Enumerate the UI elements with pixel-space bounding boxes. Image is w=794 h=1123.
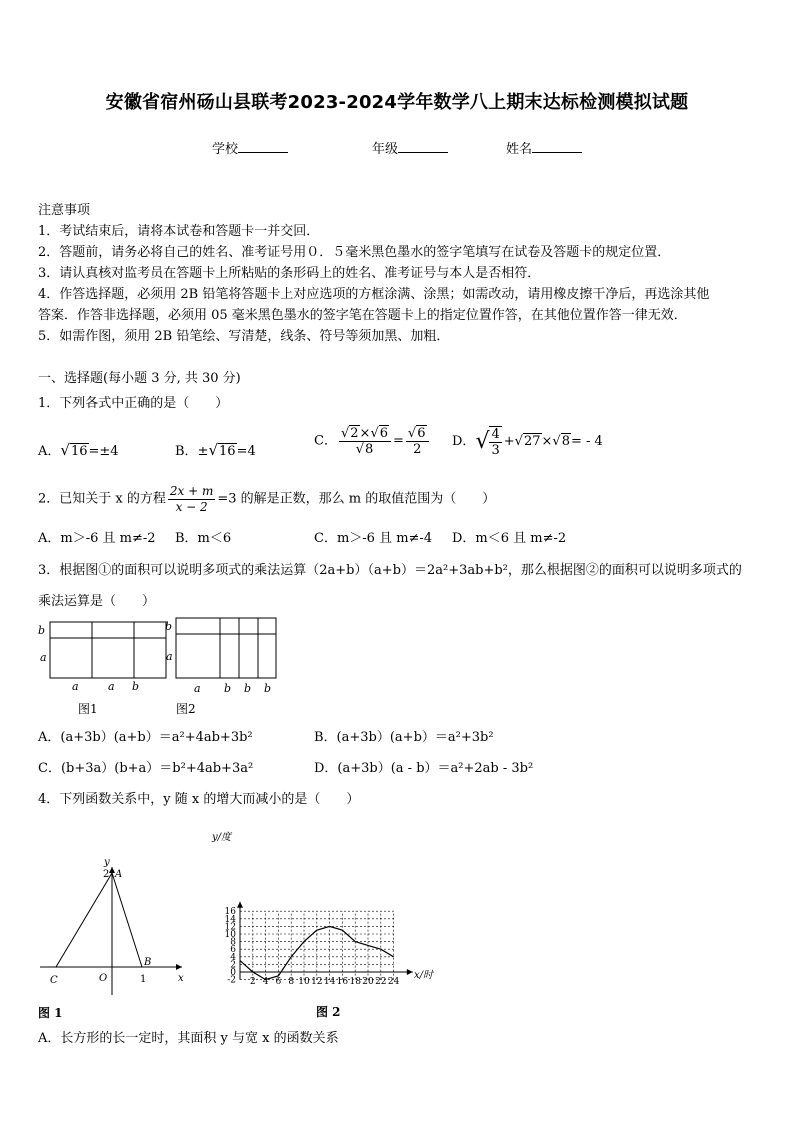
fig1-caption: 图1 xyxy=(78,702,98,716)
grade-label: 年级 xyxy=(372,142,399,157)
q1-option-a: A．√16=±4 xyxy=(38,441,119,459)
fig1-bottom-label: a xyxy=(72,680,79,693)
fig2-bottom-label: b xyxy=(224,682,232,695)
fig2-outer-rect xyxy=(176,618,276,678)
x-tick-label: 6 xyxy=(275,977,282,987)
q2-fraction: $\frac{2x + m}{x - 2}$ xyxy=(169,484,214,514)
y-tick-label: 16 xyxy=(224,907,236,918)
x-tick-label: 24 xyxy=(387,977,400,987)
fig1-point-c: C xyxy=(50,975,58,986)
school-blank xyxy=(238,140,288,153)
fig1-tick-1: 1 xyxy=(140,974,147,985)
q1-c-fraction: $\frac{√2\times√6}{√8}$ xyxy=(339,426,391,457)
q2-option-d: D．m＜6 且 m≠-2 xyxy=(452,531,567,546)
fig1-triangle xyxy=(56,873,142,967)
name-blank xyxy=(532,140,582,153)
page-title: 安徽省宿州砀山县联考2023-2024学年数学八上期末达标检测模拟试题 xyxy=(105,92,689,113)
y-tick-label: -2 xyxy=(227,975,236,986)
q2-option-c: C．m＞-6 且 m≠-4 xyxy=(314,531,433,546)
x-tick-label: 16 xyxy=(336,977,349,987)
fig1-y-label: y xyxy=(104,857,110,868)
x-tick-label: 14 xyxy=(323,977,336,987)
q4-fig1-graph xyxy=(36,855,196,1025)
fig1-point-b: B xyxy=(144,957,152,968)
x-tick-label: 22 xyxy=(375,977,387,987)
y-axis-arrow-icon xyxy=(237,902,243,908)
x-tick-label: 2 xyxy=(249,977,256,987)
fig2-bottom-label: b xyxy=(264,682,272,695)
fig1-tick-2: 2 xyxy=(103,869,110,880)
notice-item: 4．作答选择题，必须用 2B 铅笔将答题卡上对应选项的方框涂满、涂黑；如需改动，请用橡皮擦干净后，再选涂其他 xyxy=(38,287,710,302)
notice-item: 3．请认真核对监考员在答题卡上所粘贴的条形码上的姓名、准考证号与本人是否相符． xyxy=(38,266,541,281)
q4-stem: 4．下列函数关系中，y 随 x 的增大而减小的是（ ） xyxy=(38,792,360,807)
q1-d-fraction: $\frac{4}{3}$ xyxy=(491,427,500,458)
fig1-outer-rect xyxy=(50,622,166,678)
fig2-side-b: b xyxy=(165,620,173,633)
fig1-point-a: A xyxy=(115,869,123,880)
fig2-bottom-label: a xyxy=(194,682,201,695)
q1-b-radicand: 16 xyxy=(219,444,236,459)
q1-option-b: B．±√16=4 xyxy=(175,441,256,459)
name-field xyxy=(506,140,582,159)
q3-option-d: D．(a+3b）(a - b）＝a²+2ab - 3b² xyxy=(314,761,534,776)
grade-field xyxy=(372,140,448,159)
q1-a-radicand: 16 xyxy=(70,444,88,459)
x-axis-arrow-icon xyxy=(407,969,413,975)
y-tick-label: 12 xyxy=(224,922,236,933)
q1-stem: 1．下列各式中正确的是（ ） xyxy=(38,396,229,411)
fig1-bottom-label: a xyxy=(108,680,115,693)
notice-heading: 注意事项 xyxy=(38,203,91,218)
q2-option-a: A．m＞-6 且 m≠-2 xyxy=(38,531,156,546)
q3-figures xyxy=(36,614,286,720)
fig2-caption: 图 2 xyxy=(316,1005,341,1019)
grade-blank xyxy=(398,140,448,153)
y-tick-label: 2 xyxy=(230,960,236,971)
fig2-x-label: x/时 xyxy=(414,970,434,981)
q3-option-b: B．(a+3b）(a+b）＝a²+3b² xyxy=(314,730,494,745)
q3-stem-line1: 3．根据图①的面积可以说明多项式的乘法运算（2a+b）（a+b）＝2a²+3ab+b²，那么根据图②的面积可以说明多项式的 xyxy=(38,563,742,578)
school-field xyxy=(212,140,288,159)
x-tick-label: 4 xyxy=(262,977,269,987)
y-tick-label: 10 xyxy=(224,930,236,940)
fig1-side-a: a xyxy=(40,651,47,664)
y-tick-label: 4 xyxy=(230,952,236,963)
fig1-origin: O xyxy=(99,973,108,984)
q1-c-result: $\frac{√6}{2}$ xyxy=(406,426,429,457)
x-tick-label: 20 xyxy=(362,977,374,987)
fig1-x-label: x xyxy=(178,973,184,984)
school-label: 学校 xyxy=(212,142,239,157)
fig2-caption: 图2 xyxy=(176,702,196,716)
q2-stem: 2．已知关于 x 的方程 $\frac{2x + m}{x - 2}$ =3 的解是正数，那么 m 的取值范围为（ ） xyxy=(38,484,496,514)
x-tick-label: 10 xyxy=(298,977,310,987)
notice-item: 5．如需作图，须用 2B 铅笔绘、写清楚，线条、符号等须加黑、加粗． xyxy=(38,329,450,344)
notice-item: 答案．作答非选择题，必须用 05 毫米黑色墨水的签字笔在答题卡上的指定位置作答，在其他位置作答一律无效． xyxy=(38,308,687,323)
fig2-side-a: a xyxy=(166,650,173,663)
q2-option-b: B．m＜6 xyxy=(175,531,232,546)
x-tick-label: 18 xyxy=(349,977,361,987)
q3-option-c: C．(b+3a）(b+a）＝b²+4ab+3a² xyxy=(38,761,254,776)
fig1-caption: 图 1 xyxy=(38,1006,63,1020)
name-label: 姓名 xyxy=(506,142,533,157)
y-tick-label: 0 xyxy=(230,968,236,978)
fig2-y-label: y/度 xyxy=(212,832,232,843)
notice-item: 2．答题前，请务必将自己的姓名、准考证号用０．５毫米黑色墨水的签字笔填写在试卷及答题卡的规定位置． xyxy=(38,245,671,260)
section-heading: 一、选择题(每小题 3 分, 共 30 分) xyxy=(38,371,241,386)
x-tick-label: 8 xyxy=(288,977,295,987)
q1-option-c: C． $\frac{√2\times√6}{√8}$ = $\frac{√6}{2}$ xyxy=(314,426,431,457)
y-tick-label: 6 xyxy=(230,945,236,956)
q4-fig2-chart xyxy=(206,826,446,1026)
q4-option-a: A．长方形的长一定时，其面积 y 与宽 x 的函数关系 xyxy=(38,1031,339,1046)
q3-option-a: A．(a+3b）(a+b）＝a²+4ab+3b² xyxy=(38,730,253,745)
fig1-side-b: b xyxy=(38,624,46,637)
q1-option-d: D．√ $\frac{4}{3}$ +√27×√8= - 4 xyxy=(452,427,603,458)
q3-stem-line2: 乘法运算是（ ） xyxy=(38,594,156,609)
fig1-bottom-label: b xyxy=(132,680,140,693)
fig2-grid xyxy=(237,902,413,980)
fig2-bottom-label: b xyxy=(244,682,252,695)
y-tick-label: 14 xyxy=(224,914,236,925)
fig1-x-arrow-icon xyxy=(176,964,182,970)
notice-item: 1．考试结束后，请将本试卷和答题卡一并交回． xyxy=(38,224,320,239)
y-tick-label: 8 xyxy=(230,937,236,948)
x-tick-label: 12 xyxy=(311,977,323,987)
